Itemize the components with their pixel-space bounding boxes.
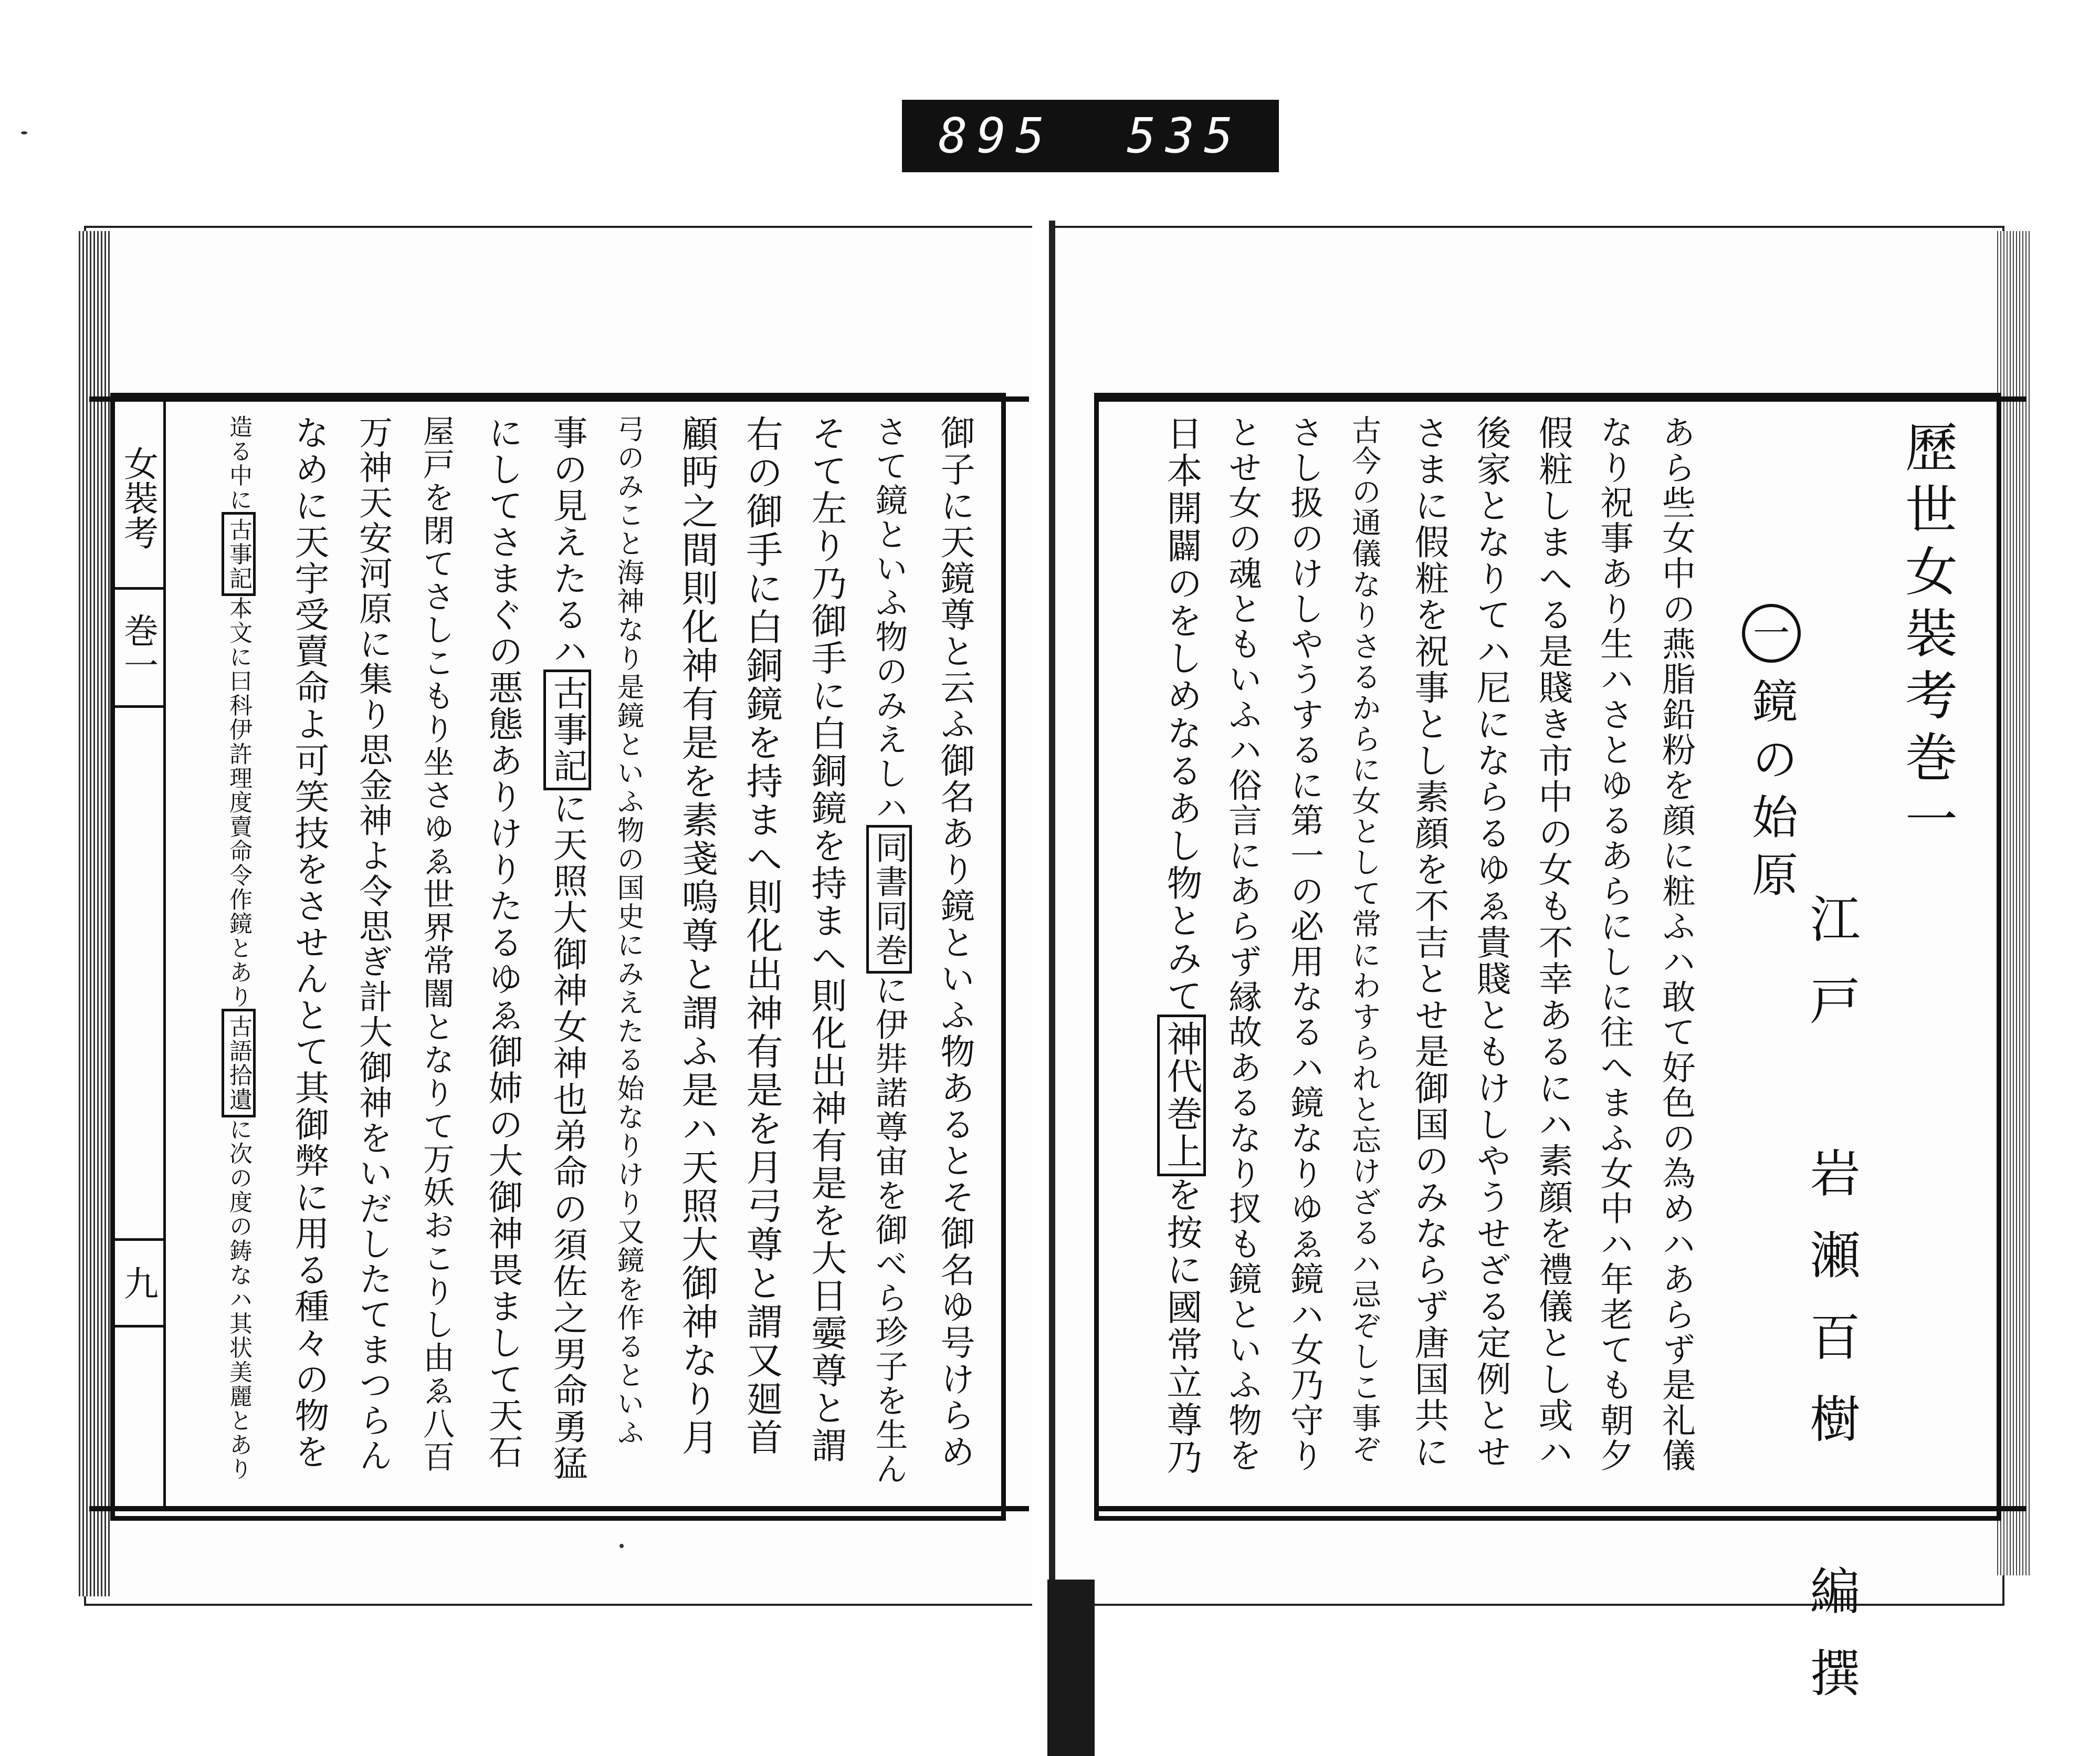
call-number-right: 535 xyxy=(1127,108,1243,164)
left-text-column: さて鏡といふ物のみえしハ同書同巻に伊弉諾尊宙を御べら珍子を生ん xyxy=(873,415,905,1486)
left-text-column: 事の見えたるハ古事記に天照大御神女神也弟命の須佐之男命勇猛 xyxy=(550,415,584,1482)
section-number: 一 xyxy=(1742,604,1801,663)
right-text-column: 古今の通儀なりさるからに女として常にわすられと忘けざるハ忌ぞしこ事ぞ xyxy=(1347,415,1381,1465)
right-text-column: 後家となりてハ尼にならるゆゑ貴賤ともけしやうせざる定例とせ xyxy=(1471,415,1511,1470)
boxed-reference: 神代巻上 xyxy=(1157,1015,1206,1176)
left-text-column: 弓のみこと海神なり是鏡といふ物の国史にみえたる始なりけり又鏡を作るといふ xyxy=(612,415,644,1447)
author-line: 江戸 岩瀬百樹 編撰 xyxy=(1802,893,1861,1729)
left-text-column: 顧眄之間則化神有是を素戔嗚尊と謂ふ是ハ天照大御神なり月 xyxy=(676,415,719,1457)
left-text-column: にしてさまぐの悪態ありけりたるゆゑ御姉の大御神畏まして天石 xyxy=(482,415,523,1470)
boxed-reference: 同書同巻 xyxy=(866,825,912,973)
margin-volume: 巻一 xyxy=(113,587,163,708)
left-text-column: 造る中に古事記本文に曰科伊許理度賣命令作鏡とあり古語拾遺に次の度の鋳なハ其状美麗とあり xyxy=(227,415,250,1481)
left-text-column: 万神天安河原に集り思金神よ令思ぎ計大御神をいだしたてまつらん xyxy=(353,415,392,1473)
book-gutter xyxy=(1049,221,1055,1607)
call-number-label xyxy=(902,100,1279,172)
left-text-column: 屋戸を閉てさしこもり坐さゆゑ世界常闇となりて万妖おこりし由ゑ八百 xyxy=(418,415,455,1473)
right-text-column: なり祝事あり生ハさとゆるあらにしに往へまふ女中ハ年老ても朝夕 xyxy=(1594,415,1633,1473)
margin-book-title: 女裝考 xyxy=(118,446,159,550)
left-text-column: 御子に天鏡尊と云ふ御名あり鏡といふ物あるとそ御名ゆ号けらめ xyxy=(934,415,975,1470)
right-text-column: 日本開闢のをしめなるあし物とみて神代巻上を按に國常立尊乃 xyxy=(1163,415,1199,1476)
left-page-margin xyxy=(113,398,166,1507)
left-text-column: そて左り乃御手に白銅鏡を持まへ則化出神有是を大日孁尊と謂 xyxy=(805,415,847,1465)
boxed-reference: 古事記 xyxy=(222,512,256,597)
boxed-reference: 古語拾遺 xyxy=(222,1009,256,1117)
left-text-column: 右の御手に白銅鏡を持まへ則化出神有是を月弓尊と謂又廻首 xyxy=(740,415,783,1457)
right-text-column: とせ女の魂ともいふハ俗言にあらず縁故あるなり扠も鏡といふ物を xyxy=(1223,415,1262,1473)
work-title: 歷世女裝考巻一 xyxy=(1896,420,1958,854)
section-title: 鏡の始原 xyxy=(1745,677,1799,908)
scan-speck xyxy=(620,1544,624,1548)
right-text-column: さまに假粧を祝事とし素顔を不吉とせ是御国のみならず唐国共に xyxy=(1409,415,1449,1470)
right-text-column: 假粧しまへる是賤き市中の女も不幸あるにハ素顔を禮儀とし或ハ xyxy=(1532,415,1573,1470)
right-text-column: あら些女中の燕脂鉛粉を顔に粧ふハ敢て好色の為めハあらず是礼儀 xyxy=(1656,415,1695,1473)
right-text-column: さし扱のけしやうするに第一の必用なるハ鏡なりゆゑ鏡ハ女乃守り xyxy=(1285,415,1324,1473)
scan-speck xyxy=(21,131,27,134)
left-page-edge xyxy=(79,231,110,1596)
left-text-column: なめに天宇受賣命よ可笑技をさせんとて其御弊に用る種々の物を xyxy=(289,415,329,1470)
call-number-left: 895 xyxy=(938,108,1054,164)
margin-page-number: 九 xyxy=(113,1238,163,1328)
gutter-shadow xyxy=(1047,1580,1095,1756)
boxed-reference: 古事記 xyxy=(543,670,591,790)
